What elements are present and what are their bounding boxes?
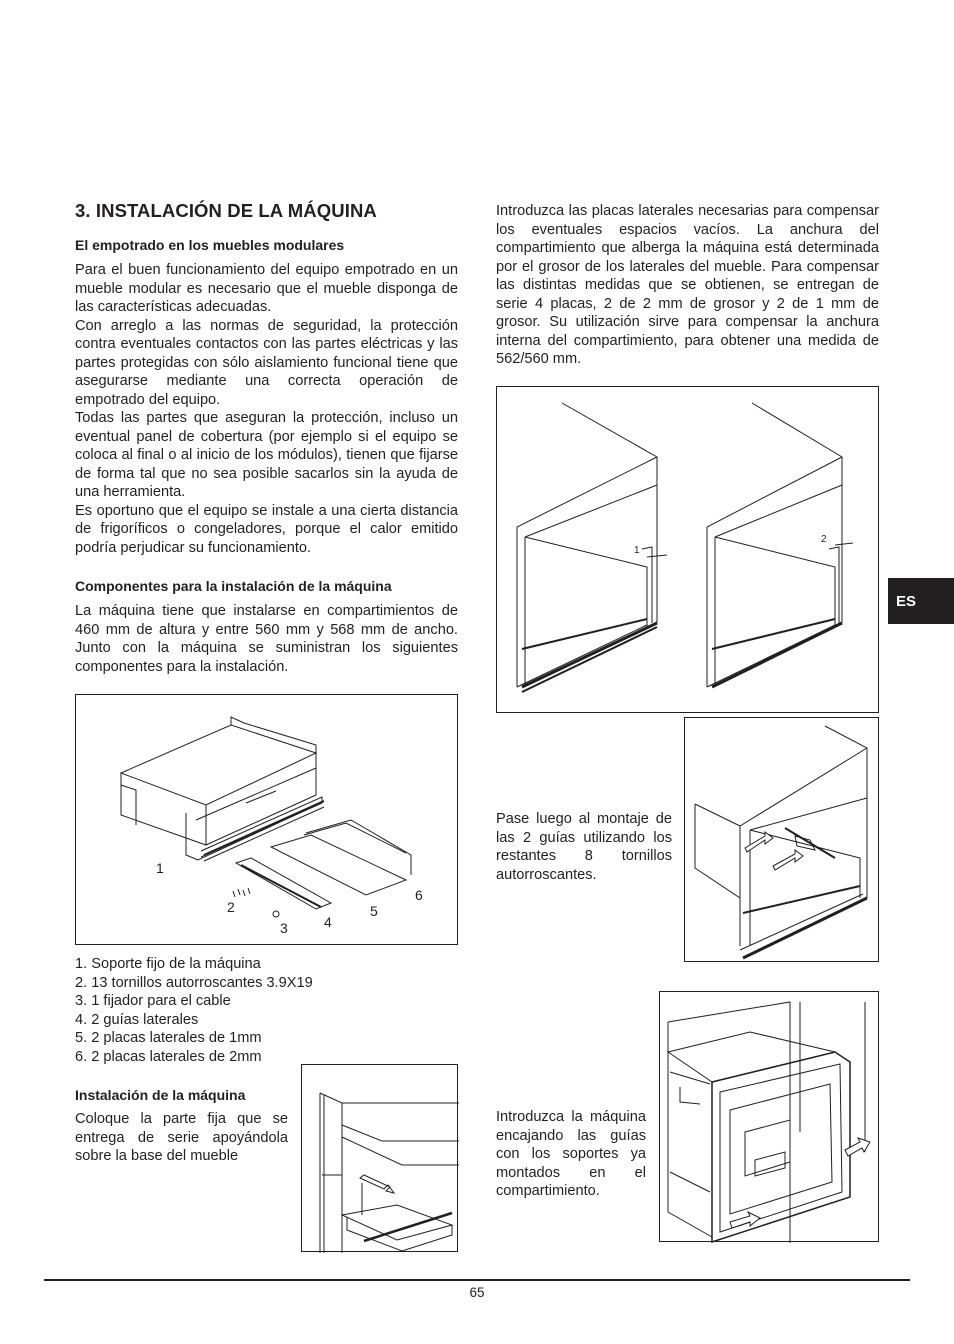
- paragraph: Es oportuno que el equipo se instale a una cierta distancia de frigoríficos o congeladores, porque el calor emitido podría perjudicar su funcionamiento.: [75, 502, 458, 556]
- components-text: La máquina tiene que instalarse en compartimientos de 460 mm de altura y entre 560 mm y 568 mm de ancho. Junto con la máquina se suministran los siguientes componentes para la instalación.: [75, 603, 458, 675]
- components-illustration: [76, 695, 459, 946]
- list-item: 3. 1 fijador para el cable: [75, 993, 231, 1010]
- figure-label: 3: [280, 920, 288, 936]
- list-item: 4. 2 guías laterales: [75, 1011, 199, 1028]
- subsection-title-installation: Instalación de la máquina: [75, 1087, 246, 1103]
- guides-illustration: [685, 718, 880, 963]
- plates-text: Introduzca las placas laterales necesarias para compensar los eventuales espacios vacíos. La anchura del compartimiento que alberga la máquina está determinada por el grosor de los laterales del mueble. Para compensar las distintas medidas que se obtienen, se entregan de serie 4 placas, 2 de 2 mm de grosor y 2 de 1 mm de grosor. Su utilización sirve para compensar la anchura interna del compartimiento, para obtener una medida de 562/560 mm.: [496, 203, 879, 367]
- components-list: [75, 955, 375, 1067]
- subsection-title-components: Componentes para la instalación de la máquina: [75, 578, 392, 594]
- list-item: 1. Soporte fijo de la máquina: [75, 956, 261, 972]
- language-tab: ES: [888, 578, 954, 624]
- guides-text: Pase luego al montaje de las 2 guías utilizando los restantes 8 tornillos autorroscantes.: [496, 811, 672, 883]
- figure-label: 1: [156, 860, 164, 876]
- figure-label: 5: [370, 903, 378, 919]
- insert-text: Introduzca la máquina encajando las guías con los soportes ya montados en el compartimiento.: [496, 1109, 646, 1199]
- paragraph: Para el buen funcionamiento del equipo empotrado en un mueble modular es necesario que el mueble disponga de las características adecuadas.: [75, 262, 458, 315]
- insert-machine-illustration: [660, 992, 880, 1243]
- page-number: 65: [469, 1285, 485, 1300]
- paragraph: Todas las partes que aseguran la protección, incluso un eventual panel de cobertura (por ejemplo si el equipo se coloca al final o al inicio de los módulos), tienen que fijarse de forma tal que no sea posible sacarlos sin la ayuda de una herramienta.: [75, 410, 458, 500]
- figure-label: 2: [227, 899, 235, 915]
- figure-label: 1: [634, 545, 640, 556]
- figure-label: 6: [415, 887, 423, 903]
- side-plates-illustration: [497, 387, 880, 714]
- subsection-title-built-in: El empotrado en los muebles modulares: [75, 237, 345, 253]
- components-figure: [75, 694, 458, 945]
- side-plates-figure: [496, 386, 879, 713]
- insert-machine-figure: [659, 991, 879, 1242]
- built-in-text: [75, 261, 458, 557]
- fixed-support-figure: [301, 1064, 458, 1252]
- guides-figure: [684, 717, 879, 962]
- list-item: 5. 2 placas laterales de 1mm: [75, 1030, 262, 1047]
- installation-text: Coloque la parte fija que se entrega de serie apoyándola sobre la base del mueble: [75, 1111, 288, 1164]
- footer-rule: [44, 1279, 910, 1281]
- section-title: 3. INSTALACIÓN DE LA MÁQUINA: [75, 200, 377, 221]
- figure-label: 2: [821, 534, 827, 545]
- list-item: 2. 13 tornillos autorroscantes 3.9X19: [75, 974, 313, 991]
- list-item: 6. 2 placas laterales de 2mm: [75, 1048, 262, 1065]
- fixed-support-illustration: [302, 1065, 459, 1253]
- paragraph: Con arreglo a las normas de seguridad, la protección contra eventuales contactos con las partes eléctricas y las partes protegidas con sólo aislamiento funcional tiene que asegurarse mediante una correcta operación de empotrado del equipo.: [75, 317, 458, 408]
- figure-label: 4: [324, 914, 332, 930]
